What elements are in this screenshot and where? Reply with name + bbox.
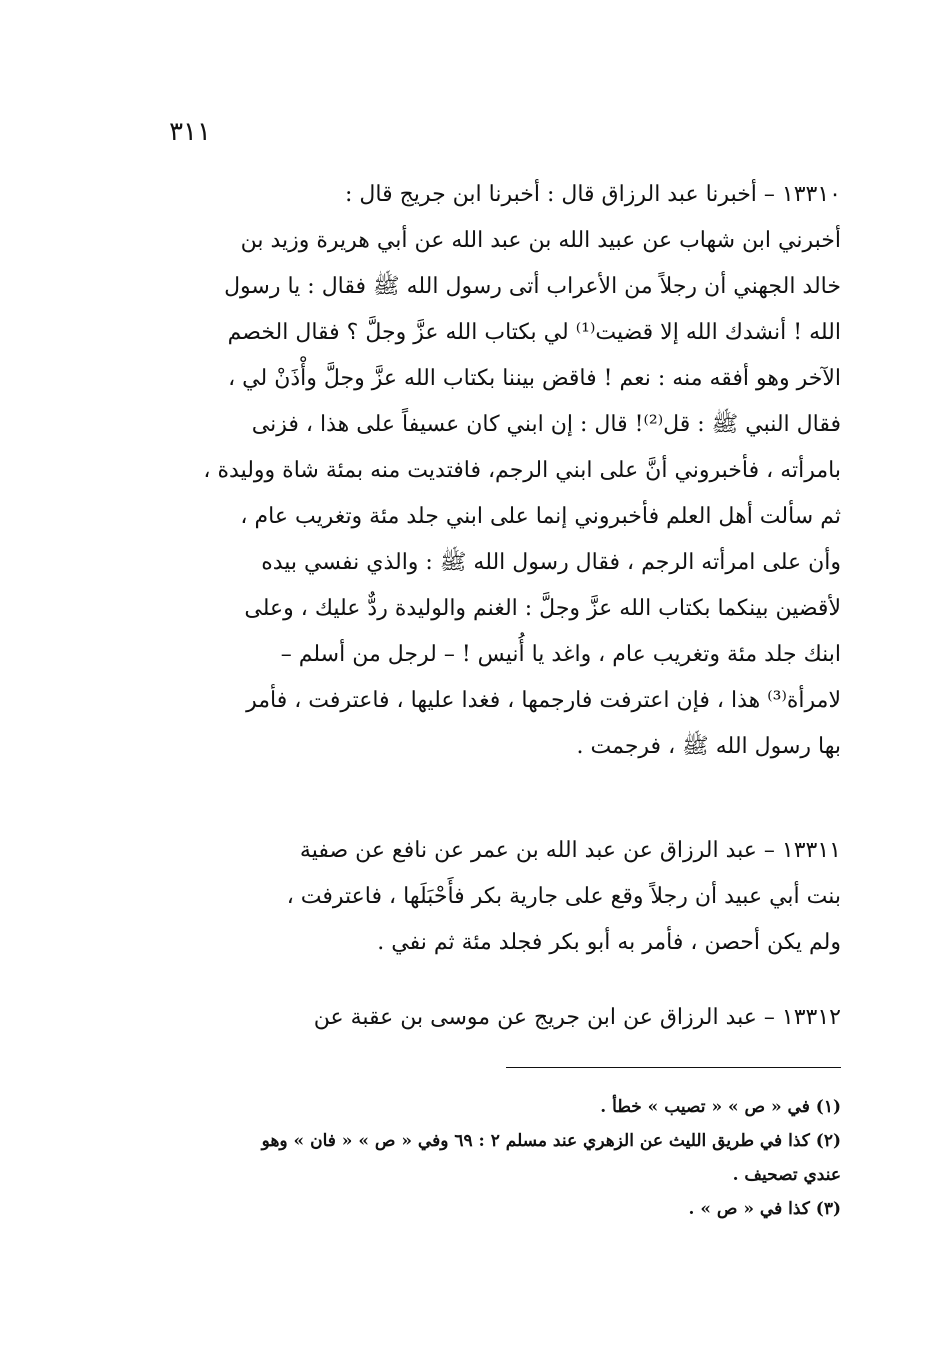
footnotes (91, 1090, 841, 1226)
footnote-divider (506, 1067, 841, 1068)
footnote-1: (١) في « ص » « تصيب » خطأ . (600, 1097, 841, 1117)
paragraph-13312 (91, 995, 841, 1041)
page-number: ٣١١ (169, 117, 211, 147)
text-line: أخبرني ابن شهاب عن عبيد الله بن عبد الله عن أبي هريرة وزيد بن (240, 228, 841, 253)
text-line: ثم سألت أهل العلم فأخبروني إنما على ابني جلد مئة وتغريب عام ، (240, 504, 841, 529)
text-line: ١٣٣١٢ – عبد الرزاق عن ابن جريج عن موسى بن عقبة عن (313, 1005, 841, 1030)
text-line: فقال النبي ﷺ : قل⁽²⁾! قال : إن ابني كان عسيفاً على هذا ، فزنى (251, 412, 841, 437)
text-line: الله ! أنشدك الله إلا قضيت⁽¹⁾ لي بكتاب الله عزَّ وجلَّ ؟ فقال الخصم (227, 320, 841, 345)
text-line: ١٣٣١٠ – أخبرنا عبد الرزاق قال : أخبرنا ابن جريج قال : (345, 182, 841, 207)
text-line: خالد الجهني أن رجلاً من الأعراب أتى رسول الله ﷺ فقال : يا رسول (224, 274, 841, 299)
footnote-3: (٣) كذا في « ص » . (688, 1199, 841, 1219)
text-line: ١٣٣١١ – عبد الرزاق عن عبد الله بن عمر عن نافع عن صفية (299, 838, 841, 863)
footnote-2-continuation: عندي تصحيف . (732, 1165, 841, 1185)
text-line: الآخر وهو أفقه منه : نعم ! فاقض بيننا بكتاب الله عزَّ وجلَّ وأْذَنْ لي ، (228, 366, 841, 391)
text-line: وأن على امرأته الرجم ، فقال رسول الله ﷺ : والذي نفسي بيده (261, 550, 841, 575)
text-line: لامرأة⁽³⁾ هذا ، فإن اعترفت فارجمها ، فغدا عليها ، فاعترفت ، فأمر (246, 688, 841, 713)
text-line: بامرأته ، فأخبروني أنَّ على ابني الرجم، فافتديت منه بمئة شاة ووليدة ، (203, 458, 841, 483)
text-line: بها رسول الله ﷺ ، فرجمت . (576, 734, 841, 759)
footnote-2: (٢) كذا في طريق الليث عن الزهري عند مسلم ٢ : ٦٩ وفي « ص » « فان » وهو (261, 1131, 841, 1151)
text-line: بنت أبي عبيد أن رجلاً وقع على جارية بكر فأَحْبَلَها ، فاعترفت ، (286, 884, 841, 909)
paragraph-13311 (91, 828, 841, 966)
text-line: لأقضين بينكما بكتاب الله عزَّ وجلَّ : الغنم والوليدة ردٌّ عليك ، وعلى (244, 596, 841, 621)
paragraph-13310 (91, 172, 841, 770)
text-line: ولم يكن أحصن ، فأمر به أبو بكر فجلد مئة ثم نفي . (377, 930, 841, 955)
text-line: ابنك جلد مئة وتغريب عام ، واغد يا أُنيس ! – لرجل من أسلم – (280, 642, 841, 667)
